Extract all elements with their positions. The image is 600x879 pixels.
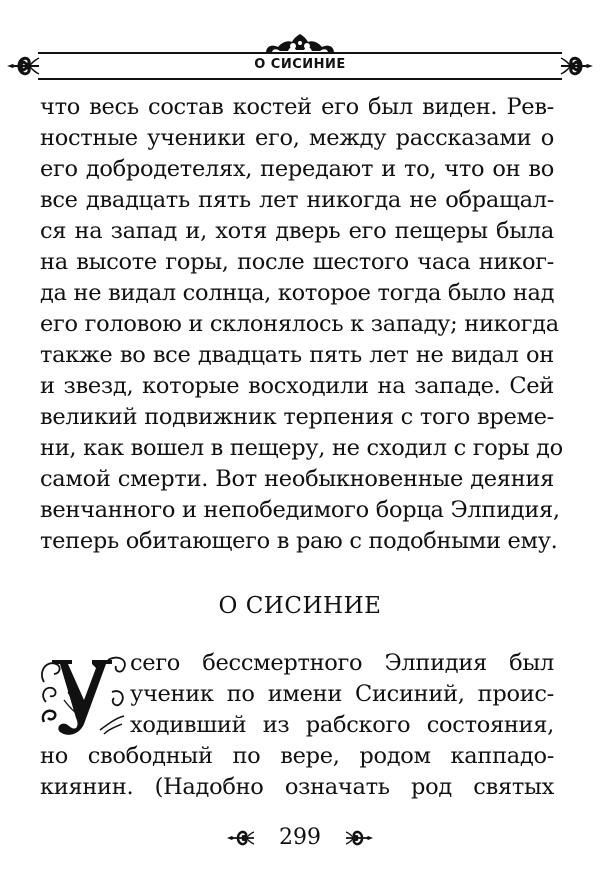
header-rule-bottom (38, 78, 562, 80)
text-line: венчанного и непобедимого борца Элпидия, (40, 497, 560, 523)
running-title: О СИСИНИЕ (254, 57, 346, 72)
section-heading: О СИСИНИЕ (218, 593, 382, 619)
fleuron-right-icon (344, 827, 374, 849)
text-line: его добродетелях, передают и то, что он во (40, 156, 554, 182)
text-line: ходивший из рабского состояния, (130, 712, 554, 738)
text-line: ностные ученики его, между рассказами о (40, 125, 554, 151)
text-line: ся на запад и, хотя дверь его пещеры была (40, 218, 554, 244)
text-line: на высоте горы, после шестого часа никог- (40, 249, 554, 275)
text-line: самой смерти. Вот необыкновенные деяния (40, 466, 554, 492)
text-line: все двадцать пять лет никогда не обращал- (40, 187, 554, 213)
page-footer (0, 825, 600, 855)
text-line: теперь обитающего в раю с подобными ему. (40, 528, 558, 554)
page-number: 299 (279, 825, 321, 850)
header-rule-top (38, 52, 562, 54)
text-line: ученик по имени Сисиний, проис- (130, 681, 554, 707)
text-line: и звезд, которые восходили на западе. Сей (40, 373, 554, 399)
text-line: также во все двадцать пять лет не видал он (40, 342, 554, 368)
text-line: но свободный по вере, родом каппадо- (40, 743, 554, 769)
running-header (0, 30, 600, 90)
text-line: великий подвижник терпения с того време- (40, 404, 554, 430)
fleuron-right-icon (559, 52, 595, 80)
text-line: да не видал солнца, которое тогда было над (40, 280, 555, 306)
crown-ornament-icon (262, 34, 338, 54)
text-line: ни, как вошел в пещеру, не сходил с горы до (40, 435, 563, 461)
text-line: киянин. (Надобно означать род святых (40, 774, 554, 800)
text-line: что весь состав костей его был виден. Рев- (40, 94, 554, 120)
fleuron-left-icon (226, 827, 256, 849)
text-line: его головою и склонялось к западу; никогда (40, 311, 559, 337)
paragraph-sisinius (40, 648, 554, 803)
text-line: сего бессмертного Элпидия был (130, 650, 554, 676)
paragraph-elpidius-ending (40, 92, 563, 557)
